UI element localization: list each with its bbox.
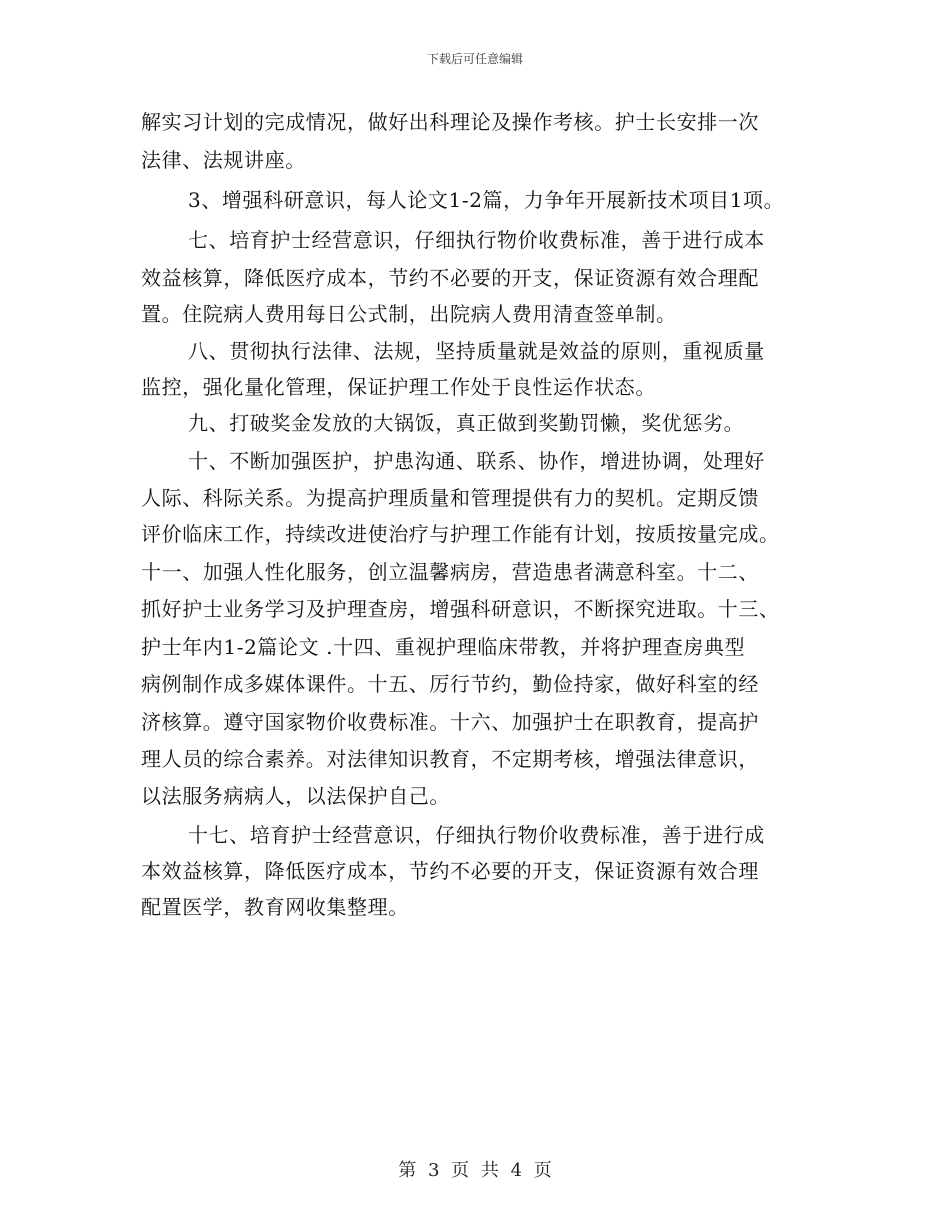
text-line: 病例制作成多媒体课件。十五、厉行节约，勤俭持家，做好科室的经 xyxy=(141,672,759,696)
text-line: 本效益核算，降低医疗成本，节约不必要的开支，保证资源有效合理 xyxy=(141,859,759,883)
text-line: 九、打破奖金发放的大锅饭，真正做到奖勤罚懒，奖优惩劣。 xyxy=(188,411,745,435)
text-line: 置。住院病人费用每日公式制，出院病人费用清查签单制。 xyxy=(141,302,677,326)
text-line: 抓好护士业务学习及护理查房，增强科研意识，不断探究进取。十三、 xyxy=(141,597,780,621)
page-number-footer: 第 3 页 共 4 页 xyxy=(398,1160,552,1181)
text-line: 解实习计划的完成情况，做好出科理论及操作考核。护士长安排一次 xyxy=(141,110,759,134)
text-line: 法律、法规讲座。 xyxy=(141,148,306,172)
text-line: 以法服务病病人，以法保护自己。 xyxy=(141,784,450,808)
text-line: 十一、加强人性化服务，创立温馨病房，营造患者满意科室。十二、 xyxy=(141,560,759,584)
text-line: 八、贯彻执行法律、法规，坚持质量就是效益的原则，重视质量 xyxy=(188,339,765,363)
text-line: 监控，强化量化管理，保证护理工作处于良性运作状态。 xyxy=(141,375,656,399)
text-line: 十、不断加强医护，护患沟通、联系、协作，增进协调，处理好 xyxy=(188,449,765,473)
text-line: 3、增强科研意识，每人论文1-2篇，力争年开展新技术项目1项。 xyxy=(188,188,785,212)
text-line: 配置医学，教育网收集整理。 xyxy=(141,895,409,919)
text-line: 济核算。遵守国家物价收费标准。十六、加强护士在职教育，提高护 xyxy=(141,710,759,734)
page-header: 下载后可任意编辑 xyxy=(426,52,523,66)
text-line: 评价临床工作，持续改进使治疗与护理工作能有计划，按质按量完成。 xyxy=(141,522,780,546)
text-line: 护士年内1-2篇论文 .十四、重视护理临床带教，并将护理查房典型 xyxy=(141,635,746,659)
text-line: 人际、科际关系。为提高护理质量和管理提供有力的契机。定期反馈 xyxy=(141,486,759,510)
text-line: 十七、培育护士经营意识，仔细执行物价收费标准，善于进行成 xyxy=(188,823,765,847)
text-line: 效益核算，降低医疗成本，节约不必要的开支，保证资源有效合理配 xyxy=(141,266,759,290)
text-line: 理人员的综合素养。对法律知识教育，不定期考核，增强法律意识， xyxy=(141,747,759,771)
text-line: 七、培育护士经营意识，仔细执行物价收费标准，善于进行成本 xyxy=(188,228,765,252)
